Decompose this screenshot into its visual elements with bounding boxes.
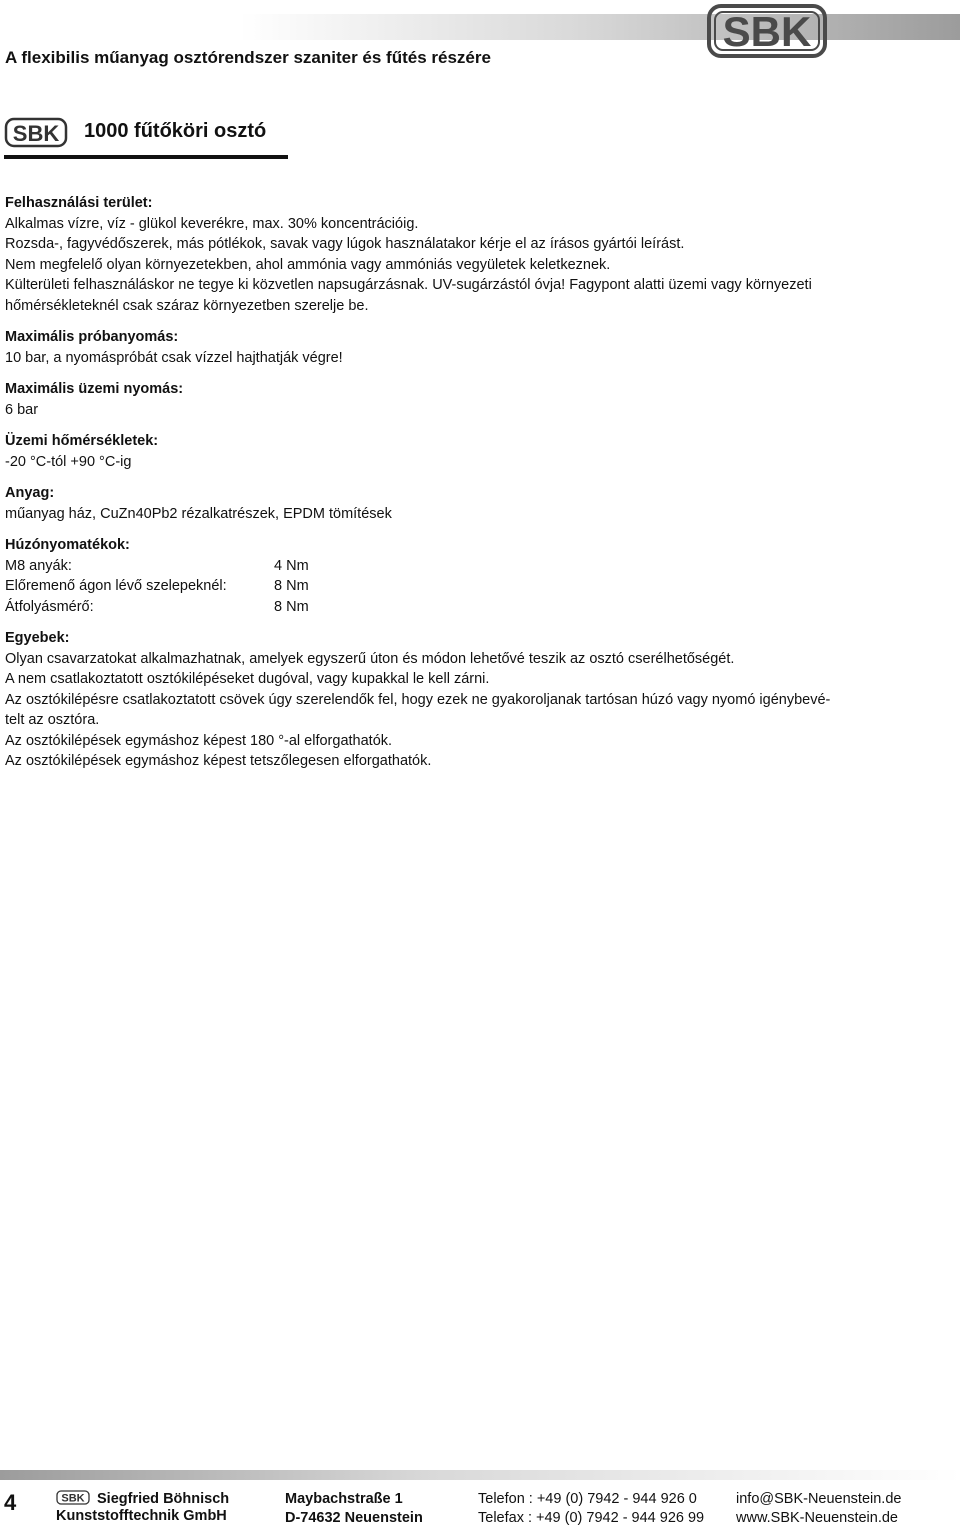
page-number: 4 [4, 1490, 17, 1515]
footer-contact [478, 1490, 704, 1528]
phone-number: Telefon : +49 (0) 7942 - 944 926 0 [478, 1491, 697, 1507]
title-underline [4, 155, 288, 159]
block-huzonyomatek [5, 535, 960, 617]
text-line: Rozsda-, fagyvédőszerek, más pótlékok, savak vagy lúgok használatakor kérje el az írásos gyártói leírást. [5, 236, 685, 252]
text-line: Az osztókilépésre csatlakoztatott csövek úgy szerelendők fel, hogy ezek ne gyakoroljanak tartósan húzó vagy nyomó igénybevé- [5, 691, 831, 708]
text-line: Az osztókilépések egymáshoz képest 180 °-al elforgathatók. [5, 732, 393, 749]
text-line: Olyan csavarzatokat alkalmazhatnak, amelyek egyszerű úton és módon lehetővé teszik az osztó cserélhetőségét. [5, 650, 735, 667]
torque-label: Előremenő ágon lévő szelepeknél: [5, 578, 227, 594]
torque-value: 8 Nm [274, 598, 309, 615]
page-title: A flexibilis műanyag osztórendszer szaniter és fűtés részére [5, 48, 491, 67]
website-link[interactable]: www.SBK-Neuenstein.de [736, 1510, 898, 1526]
company-line2: Kunststofftechnik GmbH [56, 1508, 227, 1524]
document-body [5, 193, 960, 783]
sbk-logo-small-text: SBK [12, 121, 60, 146]
text-line: Az osztókilépések egymáshoz képest tetszőlegesen elforgathatók. [5, 753, 432, 769]
heading-huzonyomatek: Húzónyomatékok: [5, 537, 130, 553]
text-line: Külterületi felhasználáskor ne tegye ki közvetlen napsugárzásnak. UV-sugárzástól óvja! Fagypont alatti üzemi vagy környezeti [5, 277, 812, 293]
torque-row [5, 576, 960, 597]
torque-row [5, 556, 960, 577]
torque-value: 4 Nm [274, 557, 309, 574]
footer-gradient-bar [0, 1470, 960, 1480]
heading-anyag: Anyag: [5, 485, 55, 501]
block-probanyomas [5, 327, 960, 368]
footer-company-2 [56, 1507, 227, 1526]
section-title: 1000 fűtőköri osztó [84, 120, 267, 142]
block-homerseklet [5, 431, 960, 472]
text-line: Nem megfelelő olyan környezetekben, ahol ammónia vagy ammóniás vegyületek keletkeznek. [5, 256, 611, 273]
text-line: A nem csatlakoztatott osztókilépéseket dugóval, vagy kupakkal le kell zárni. [5, 671, 490, 687]
text-line: -20 °C-tól +90 °C-ig [5, 453, 132, 470]
footer-web [736, 1490, 901, 1528]
sbk-logo-footer [56, 1490, 90, 1505]
text-line: 10 bar, a nyomáspróbát csak vízzel hajthatják végre! [5, 349, 343, 366]
address-street: Maybachstraße 1 [285, 1491, 403, 1507]
torque-label: Átfolyásmérő: [5, 598, 94, 615]
heading-uzemi-nyomas: Maximális üzemi nyomás: [5, 381, 184, 397]
email-link[interactable]: info@SBK-Neuenstein.de [736, 1491, 902, 1507]
text-line: műanyag ház, CuZn40Pb2 rézalkatrészek, EPDM tömítések [5, 505, 392, 522]
torque-row [5, 597, 960, 618]
text-line: hőmérsékleteknél csak száraz környezetben szerelje be. [5, 297, 369, 314]
sbk-logo-footer-text: SBK [61, 1492, 85, 1505]
heading-homerseklet: Üzemi hőmérsékletek: [5, 433, 159, 449]
torque-value: 8 Nm [274, 578, 309, 594]
text-line: 6 bar [5, 401, 39, 418]
heading-egyebek: Egyebek: [5, 630, 70, 646]
company-line1: Siegfried Böhnisch [97, 1491, 230, 1507]
torque-label: M8 anyák: [5, 557, 72, 574]
address-city: D-74632 Neuenstein [285, 1510, 423, 1526]
sbk-logo-small [4, 117, 68, 148]
heading-probanyomas: Maximális próbanyomás: [5, 329, 179, 345]
footer-address [285, 1490, 423, 1528]
text-line: Alkalmas vízre, víz - glükol keverékre, max. 30% koncentrációig. [5, 215, 419, 232]
fax-number: Telefax : +49 (0) 7942 - 944 926 99 [478, 1510, 705, 1526]
heading-felhasznalas: Felhasználási terület: [5, 195, 153, 211]
block-anyag [5, 483, 960, 524]
text-line: telt az osztóra. [5, 712, 100, 728]
block-felhasznalas [5, 193, 960, 316]
block-uzemi-nyomas [5, 379, 960, 420]
block-egyebek [5, 628, 960, 772]
sbk-logo [706, 2, 828, 60]
sbk-logo-text: SBK [722, 8, 812, 55]
